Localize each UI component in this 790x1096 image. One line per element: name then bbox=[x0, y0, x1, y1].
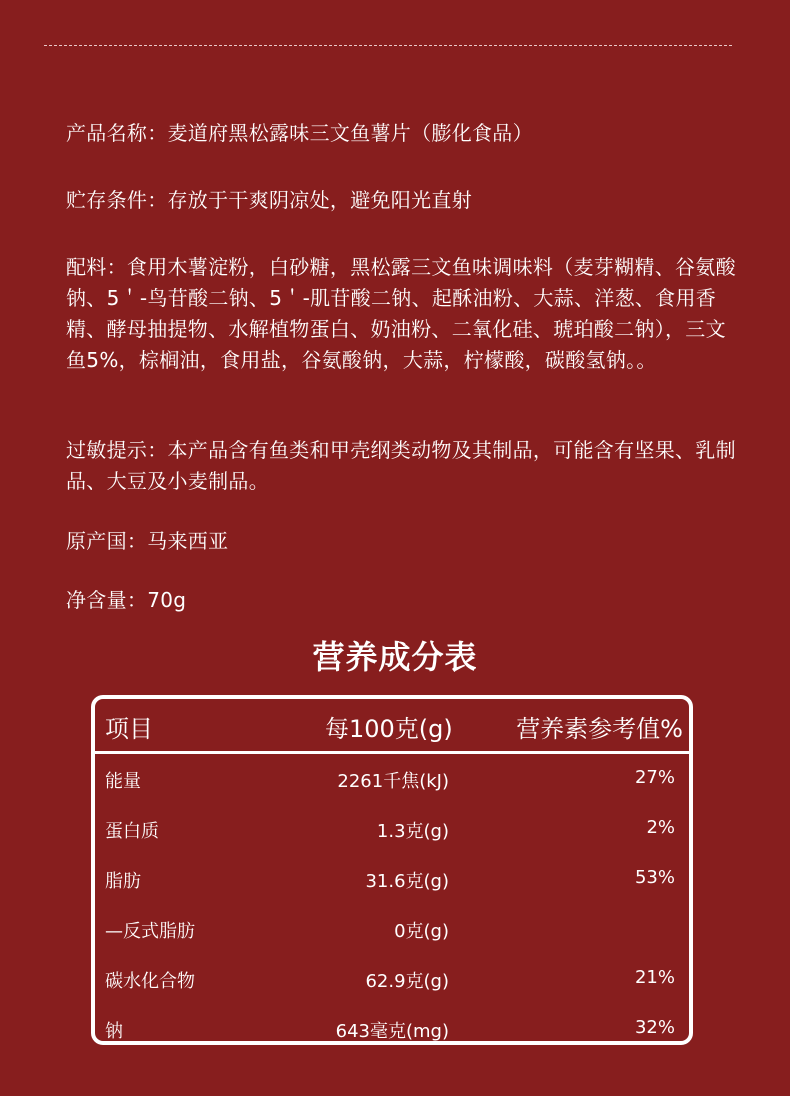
header-item: 项目 bbox=[105, 715, 153, 743]
row-nrv: 27% bbox=[634, 767, 675, 788]
row-per-100g: 1.3克(g) bbox=[376, 821, 449, 842]
row-item: 钠 bbox=[105, 1021, 123, 1042]
nutrition-table bbox=[91, 695, 693, 1045]
table-row bbox=[95, 865, 689, 895]
product-name: 产品名称：麦道府黑松露味三文鱼薯片（膨化食品） bbox=[66, 121, 533, 145]
row-item: 能量 bbox=[105, 771, 141, 792]
row-per-100g: 643毫克(mg) bbox=[335, 1021, 449, 1042]
row-item: —反式脂肪 bbox=[105, 921, 195, 942]
ingredients: 配料：食用木薯淀粉，白砂糖，黑松露三文鱼味调味料（麦芽糊精、谷氨酸钠、5＇-鸟苷酸二钠、5＇-肌苷酸二钠、起酥油粉、大蒜、洋葱、食用香精、酵母抽提物、水解植物蛋白、奶油粉、二氧化硅、琥珀酸二钠），三文鱼5%，棕榈油，食用盐，谷氨酸钠，大蒜，柠檬酸，碳酸氢钠。。 bbox=[66, 255, 736, 372]
header-per-100g: 每100克(g) bbox=[325, 715, 453, 743]
row-per-100g: 2261千焦(kJ) bbox=[337, 771, 449, 792]
row-nrv: 2% bbox=[646, 817, 675, 838]
header-nrv: 营养素参考值% bbox=[516, 715, 683, 743]
table-row bbox=[95, 765, 689, 795]
dashed-divider bbox=[44, 45, 732, 46]
row-nrv: 21% bbox=[634, 967, 675, 988]
net-content: 净含量：70g bbox=[66, 588, 187, 612]
nutrition-table-header bbox=[95, 699, 689, 754]
table-row bbox=[95, 1015, 689, 1045]
allergen-notice: 过敏提示：本产品含有鱼类和甲壳纲类动物及其制品，可能含有坚果、乳制品、大豆及小麦制品。 bbox=[66, 438, 736, 493]
row-nrv: 53% bbox=[634, 867, 675, 888]
table-row bbox=[95, 815, 689, 845]
row-per-100g: 31.6克(g) bbox=[365, 871, 449, 892]
row-item: 蛋白质 bbox=[105, 821, 159, 842]
row-per-100g: 0克(g) bbox=[394, 921, 449, 942]
nutrition-table-title: 营养成分表 bbox=[312, 638, 478, 676]
row-nrv: 32% bbox=[634, 1017, 675, 1038]
table-row bbox=[95, 965, 689, 995]
country-of-origin: 原产国：马来西亚 bbox=[66, 529, 229, 553]
row-item: 碳水化合物 bbox=[105, 971, 195, 992]
row-per-100g: 62.9克(g) bbox=[365, 971, 449, 992]
row-item: 脂肪 bbox=[105, 871, 141, 892]
table-row bbox=[95, 915, 689, 945]
storage-conditions: 贮存条件：存放于干爽阴凉处，避免阳光直射 bbox=[66, 188, 472, 212]
